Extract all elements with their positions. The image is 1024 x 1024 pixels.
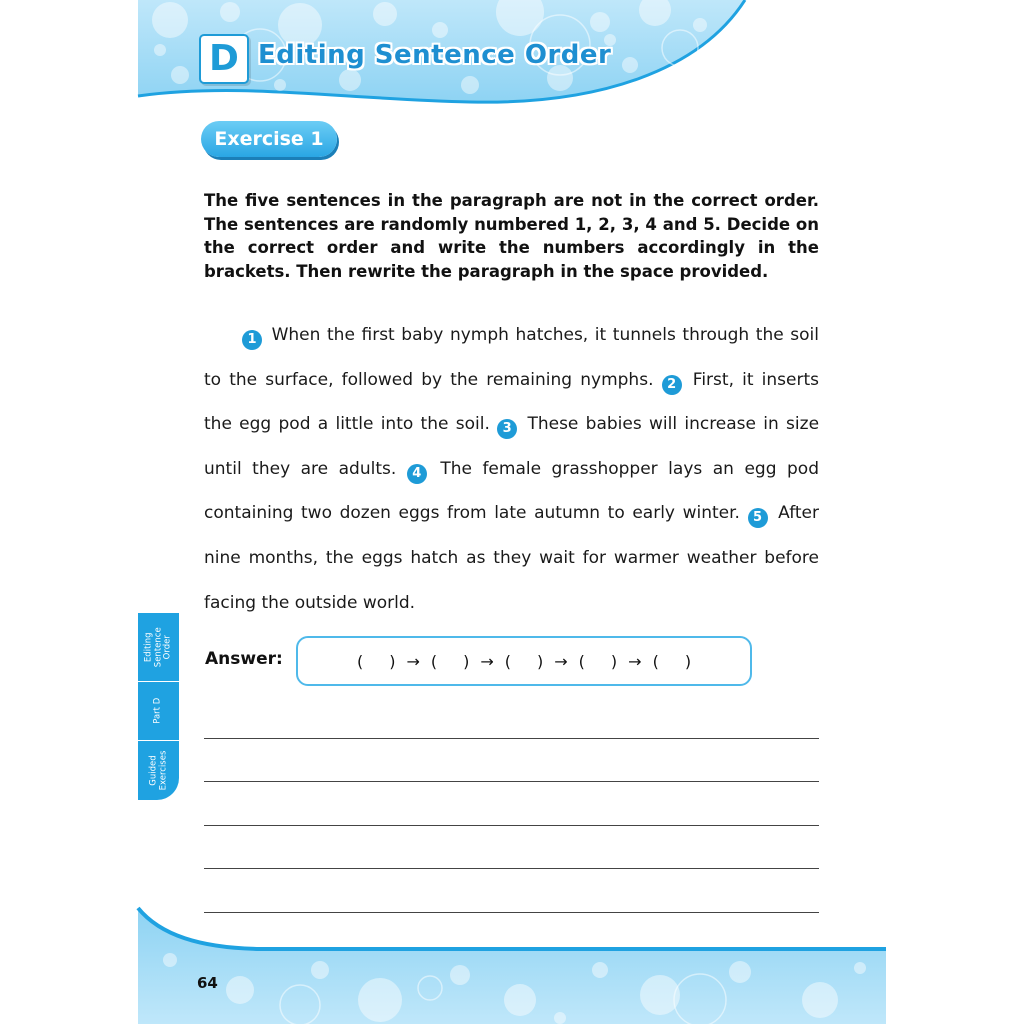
close-bracket: ) [389,651,396,671]
close-bracket: ) [537,651,544,671]
sentence-text: After nine months, the eggs hatch as they wait for warmer weather before facing the outside world. [204,503,819,613]
open-bracket: ( [356,651,364,671]
arrow-icon: → [554,651,568,671]
arrow-icon: → [628,651,642,671]
open-bracket: ( [430,651,438,671]
answer-slot[interactable] [579,652,618,671]
side-tab [138,613,179,800]
answer-slot[interactable] [505,652,544,671]
close-bracket: ) [463,651,470,671]
sentence-text: When the first baby nymph hatches, it tunnels through the soil to the surface, followed by the remaining nymphs. [204,325,819,390]
passage [204,313,819,625]
open-bracket: ( [652,651,659,671]
answer-slot[interactable] [357,652,396,671]
side-tab-label: Editing Sentence Order [143,627,173,667]
sentence-text: First, it inserts the egg pod a little into the soil. [204,369,819,435]
close-bracket: ) [684,651,692,671]
sentence-number-badge: 3 [497,419,517,439]
section-letter-badge: D [199,34,249,84]
writing-line[interactable] [204,738,819,739]
open-bracket: ( [504,651,511,671]
sentence-text: These babies will increase in size until they are adults. [204,414,820,479]
answer-slot[interactable] [431,652,470,671]
writing-line[interactable] [204,825,819,826]
side-tab-label: Part D [152,697,163,725]
footer-bubble-band [0,900,1024,1024]
arrow-icon: → [406,651,420,671]
side-tab-exercises [138,741,179,800]
answer-label: Answer: [205,649,283,669]
exercise-label: Exercise 1 [201,121,337,157]
sentence-number-badge: 2 [662,375,682,395]
sentence-number-badge: 1 [242,330,262,350]
open-bracket: ( [578,651,585,671]
answer-box [296,636,752,686]
side-tab-part [138,682,179,740]
page-number: 64 [197,974,218,992]
answer-slot[interactable] [653,652,692,671]
writing-line[interactable] [204,781,819,782]
close-bracket: ) [610,651,618,671]
sentence-number-badge: 4 [407,464,427,484]
arrow-icon: → [480,651,494,671]
header-bubble-band [0,0,1024,160]
section-title: Editing Sentence Order [258,40,612,70]
side-tab-label: Guided Exercises [148,750,168,791]
instructions: The five sentences in the paragraph are not in the correct order. The sentences are randomly numbered 1, 2, 3, 4 and 5. Decide on the correct order and write the numbers accordingly in the brackets. Then rewrite the paragraph in the space provided. [204,191,819,281]
side-tab-section [138,613,179,681]
sentence-number-badge: 5 [748,508,768,528]
sentence-text: The female grasshopper lays an egg pod containing two dozen eggs from late autumn to early winter. [204,458,819,524]
writing-line[interactable] [204,868,819,869]
